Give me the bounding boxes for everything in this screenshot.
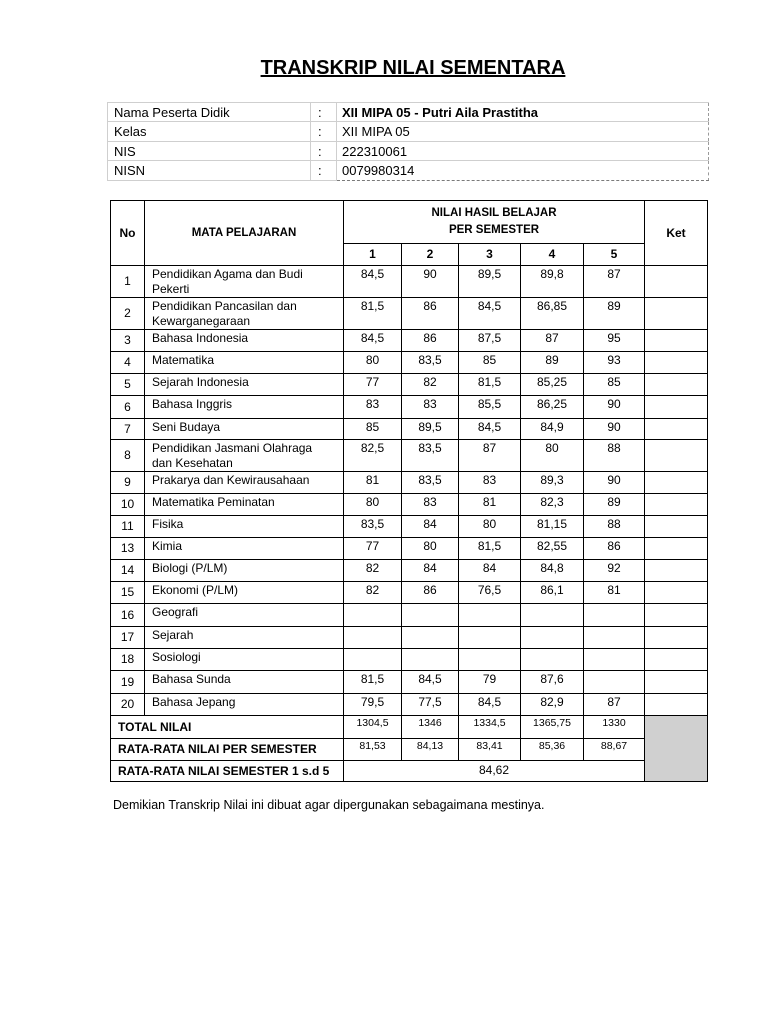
row-number: 11 <box>111 516 145 538</box>
average-semester-3: 83,41 <box>459 739 521 761</box>
class-value: XII MIPA 05 <box>337 122 709 142</box>
ket-cell <box>645 298 708 330</box>
score-semester-2: 86 <box>402 582 459 604</box>
score-semester-5 <box>584 604 645 627</box>
score-semester-1 <box>344 604 402 627</box>
score-semester-3: 89,5 <box>459 266 521 298</box>
score-semester-3: 84,5 <box>459 419 521 440</box>
ket-cell <box>645 516 708 538</box>
row-number: 9 <box>111 472 145 494</box>
score-semester-2 <box>402 627 459 649</box>
score-semester-4: 89 <box>521 352 584 374</box>
total-semester-3: 1334,5 <box>459 716 521 739</box>
average-semester-2: 84,13 <box>402 739 459 761</box>
score-semester-1: 81,5 <box>344 298 402 330</box>
score-semester-5: 87 <box>584 266 645 298</box>
ket-cell <box>645 582 708 604</box>
score-semester-1: 82 <box>344 560 402 582</box>
score-semester-2: 89,5 <box>402 419 459 440</box>
info-separator: : <box>311 142 337 161</box>
score-semester-3: 79 <box>459 671 521 694</box>
subject-name: Sosiologi <box>145 649 344 671</box>
row-number: 10 <box>111 494 145 516</box>
average-semester-4: 85,36 <box>521 739 584 761</box>
score-semester-1: 77 <box>344 538 402 560</box>
score-semester-3: 87,5 <box>459 330 521 352</box>
nisn-value: 0079980314 <box>337 161 709 181</box>
score-semester-3: 81,5 <box>459 538 521 560</box>
table-row <box>111 330 708 352</box>
score-semester-4: 86,1 <box>521 582 584 604</box>
score-semester-4: 86,85 <box>521 298 584 330</box>
table-row <box>111 538 708 560</box>
score-semester-5 <box>584 671 645 694</box>
table-row <box>111 627 708 649</box>
score-semester-1 <box>344 649 402 671</box>
score-semester-3: 83 <box>459 472 521 494</box>
header-no: No <box>111 201 145 266</box>
score-semester-5: 95 <box>584 330 645 352</box>
info-label: Nama Peserta Didik <box>108 103 311 122</box>
score-semester-2: 86 <box>402 298 459 330</box>
score-semester-4: 89,3 <box>521 472 584 494</box>
table-row <box>111 560 708 582</box>
average-semester-5: 88,67 <box>584 739 645 761</box>
score-semester-2: 84 <box>402 516 459 538</box>
row-number: 13 <box>111 538 145 560</box>
score-semester-4: 84,9 <box>521 419 584 440</box>
score-semester-2: 83,5 <box>402 472 459 494</box>
score-semester-3 <box>459 604 521 627</box>
subject-name: Sejarah <box>145 627 344 649</box>
header-row <box>111 201 708 244</box>
table-row <box>111 694 708 716</box>
score-semester-4: 85,25 <box>521 374 584 396</box>
subject-name: Fisika <box>145 516 344 538</box>
score-semester-4: 82,3 <box>521 494 584 516</box>
subject-name: Biologi (P/LM) <box>145 560 344 582</box>
info-row-nis <box>108 142 709 161</box>
table-row <box>111 604 708 627</box>
ket-cell <box>645 494 708 516</box>
score-semester-5: 89 <box>584 298 645 330</box>
ket-cell <box>645 694 708 716</box>
score-semester-4 <box>521 649 584 671</box>
score-semester-1: 80 <box>344 494 402 516</box>
ket-cell <box>645 352 708 374</box>
table-row <box>111 649 708 671</box>
table-row <box>111 582 708 604</box>
table-row <box>111 298 708 330</box>
row-number: 18 <box>111 649 145 671</box>
closing-statement: Demikian Transkrip Nilai ini dibuat agar dipergunakan sebagaimana mestinya. <box>113 798 545 812</box>
info-row-name <box>108 103 709 122</box>
header-subject: MATA PELAJARAN <box>145 201 344 266</box>
score-semester-4: 87 <box>521 330 584 352</box>
table-row <box>111 440 708 472</box>
subject-name: Geografi <box>145 604 344 627</box>
score-semester-5 <box>584 649 645 671</box>
info-separator: : <box>311 122 337 142</box>
overall-average-label: RATA-RATA NILAI SEMESTER 1 s.d 5 <box>111 761 344 782</box>
table-row <box>111 516 708 538</box>
total-semester-2: 1346 <box>402 716 459 739</box>
score-semester-2: 84 <box>402 560 459 582</box>
info-separator: : <box>311 161 337 181</box>
subject-name: Seni Budaya <box>145 419 344 440</box>
row-number: 19 <box>111 671 145 694</box>
ket-cell <box>645 396 708 419</box>
score-semester-4: 89,8 <box>521 266 584 298</box>
score-semester-4 <box>521 604 584 627</box>
score-semester-5: 86 <box>584 538 645 560</box>
document-title: TRANSKRIP NILAI SEMENTARA <box>260 57 566 79</box>
overall-average-value: 84,62 <box>344 761 645 782</box>
header-semester-5: 5 <box>584 244 645 266</box>
row-number: 8 <box>111 440 145 472</box>
score-semester-2 <box>402 604 459 627</box>
average-label: RATA-RATA NILAI PER SEMESTER <box>111 739 344 761</box>
score-semester-1: 85 <box>344 419 402 440</box>
table-row <box>111 266 708 298</box>
score-semester-1 <box>344 627 402 649</box>
average-semester-1: 81,53 <box>344 739 402 761</box>
student-info-table <box>107 102 709 181</box>
subject-name: Pendidikan Pancasilan dan Kewarganegaraan <box>145 298 344 330</box>
score-semester-4: 84,8 <box>521 560 584 582</box>
subject-name: Prakarya dan Kewirausahaan <box>145 472 344 494</box>
subject-name: Bahasa Indonesia <box>145 330 344 352</box>
score-semester-2: 86 <box>402 330 459 352</box>
header-semester-1: 1 <box>344 244 402 266</box>
score-semester-4: 80 <box>521 440 584 472</box>
score-semester-2: 80 <box>402 538 459 560</box>
header-semester-4: 4 <box>521 244 584 266</box>
info-separator: : <box>311 103 337 122</box>
row-number: 20 <box>111 694 145 716</box>
row-number: 3 <box>111 330 145 352</box>
subject-name: Ekonomi (P/LM) <box>145 582 344 604</box>
row-number: 15 <box>111 582 145 604</box>
subject-name: Kimia <box>145 538 344 560</box>
score-semester-4: 81,15 <box>521 516 584 538</box>
subject-name: Sejarah Indonesia <box>145 374 344 396</box>
total-row <box>111 716 708 739</box>
score-semester-3: 76,5 <box>459 582 521 604</box>
row-number: 16 <box>111 604 145 627</box>
ket-cell <box>645 649 708 671</box>
score-semester-1: 81,5 <box>344 671 402 694</box>
header-ket: Ket <box>645 201 708 266</box>
score-semester-3: 85 <box>459 352 521 374</box>
table-row <box>111 419 708 440</box>
ket-cell <box>645 604 708 627</box>
score-semester-2 <box>402 649 459 671</box>
student-name-value: XII MIPA 05 - Putri Aila Prastitha <box>337 103 709 122</box>
score-semester-1: 81 <box>344 472 402 494</box>
row-number: 17 <box>111 627 145 649</box>
score-semester-2: 77,5 <box>402 694 459 716</box>
score-semester-1: 79,5 <box>344 694 402 716</box>
score-semester-3: 81 <box>459 494 521 516</box>
row-number: 1 <box>111 266 145 298</box>
score-semester-3: 80 <box>459 516 521 538</box>
header-group-line-1: NILAI HASIL BELAJAR <box>431 207 557 219</box>
score-semester-1: 84,5 <box>344 330 402 352</box>
row-number: 7 <box>111 419 145 440</box>
info-label: NIS <box>108 142 311 161</box>
score-semester-3: 85,5 <box>459 396 521 419</box>
score-semester-5: 92 <box>584 560 645 582</box>
score-semester-2: 83,5 <box>402 440 459 472</box>
info-label: NISN <box>108 161 311 181</box>
ket-cell <box>645 266 708 298</box>
table-row <box>111 494 708 516</box>
grades-table <box>110 200 708 782</box>
score-semester-3 <box>459 649 521 671</box>
ket-cell <box>645 627 708 649</box>
total-semester-4: 1365,75 <box>521 716 584 739</box>
overall-average-row <box>111 761 708 782</box>
score-semester-5: 89 <box>584 494 645 516</box>
score-semester-5: 90 <box>584 396 645 419</box>
subject-name: Pendidikan Agama dan Budi Pekerti <box>145 266 344 298</box>
score-semester-2: 84,5 <box>402 671 459 694</box>
score-semester-1: 84,5 <box>344 266 402 298</box>
total-label: TOTAL NILAI <box>111 716 344 739</box>
row-number: 4 <box>111 352 145 374</box>
score-semester-1: 83 <box>344 396 402 419</box>
score-semester-3: 84,5 <box>459 694 521 716</box>
ket-cell <box>645 419 708 440</box>
score-semester-5: 85 <box>584 374 645 396</box>
score-semester-2: 83 <box>402 494 459 516</box>
score-semester-1: 83,5 <box>344 516 402 538</box>
info-row-class <box>108 122 709 142</box>
header-group-line-2: PER SEMESTER <box>448 224 540 236</box>
subject-name: Pendidikan Jasmani Olahraga dan Kesehatan <box>145 440 344 472</box>
score-semester-5: 88 <box>584 440 645 472</box>
header-score-group <box>344 201 645 244</box>
nis-value: 222310061 <box>337 142 709 161</box>
ket-summary-cell <box>645 716 708 782</box>
score-semester-1: 77 <box>344 374 402 396</box>
subject-name: Matematika <box>145 352 344 374</box>
subject-name: Bahasa Inggris <box>145 396 344 419</box>
subject-name: Bahasa Sunda <box>145 671 344 694</box>
score-semester-3: 87 <box>459 440 521 472</box>
table-row <box>111 374 708 396</box>
score-semester-4 <box>521 627 584 649</box>
table-row <box>111 671 708 694</box>
score-semester-2: 90 <box>402 266 459 298</box>
score-semester-5: 93 <box>584 352 645 374</box>
score-semester-3: 84 <box>459 560 521 582</box>
ket-cell <box>645 330 708 352</box>
table-row <box>111 352 708 374</box>
average-row <box>111 739 708 761</box>
score-semester-1: 80 <box>344 352 402 374</box>
row-number: 14 <box>111 560 145 582</box>
subject-name: Bahasa Jepang <box>145 694 344 716</box>
score-semester-5: 90 <box>584 419 645 440</box>
score-semester-3: 84,5 <box>459 298 521 330</box>
score-semester-3: 81,5 <box>459 374 521 396</box>
info-label: Kelas <box>108 122 311 142</box>
score-semester-4: 82,9 <box>521 694 584 716</box>
table-row <box>111 472 708 494</box>
table-row <box>111 396 708 419</box>
score-semester-4: 82,55 <box>521 538 584 560</box>
total-semester-1: 1304,5 <box>344 716 402 739</box>
score-semester-1: 82,5 <box>344 440 402 472</box>
header-semester-2: 2 <box>402 244 459 266</box>
info-row-nisn <box>108 161 709 181</box>
score-semester-4: 86,25 <box>521 396 584 419</box>
score-semester-5: 87 <box>584 694 645 716</box>
ket-cell <box>645 560 708 582</box>
score-semester-5 <box>584 627 645 649</box>
score-semester-5: 88 <box>584 516 645 538</box>
score-semester-5: 81 <box>584 582 645 604</box>
ket-cell <box>645 472 708 494</box>
ket-cell <box>645 374 708 396</box>
total-semester-5: 1330 <box>584 716 645 739</box>
ket-cell <box>645 440 708 472</box>
row-number: 2 <box>111 298 145 330</box>
score-semester-5: 90 <box>584 472 645 494</box>
score-semester-2: 82 <box>402 374 459 396</box>
score-semester-3 <box>459 627 521 649</box>
row-number: 5 <box>111 374 145 396</box>
score-semester-2: 83,5 <box>402 352 459 374</box>
score-semester-2: 83 <box>402 396 459 419</box>
ket-cell <box>645 538 708 560</box>
score-semester-4: 87,6 <box>521 671 584 694</box>
subject-name: Matematika Peminatan <box>145 494 344 516</box>
row-number: 6 <box>111 396 145 419</box>
ket-cell <box>645 671 708 694</box>
score-semester-1: 82 <box>344 582 402 604</box>
header-semester-3: 3 <box>459 244 521 266</box>
